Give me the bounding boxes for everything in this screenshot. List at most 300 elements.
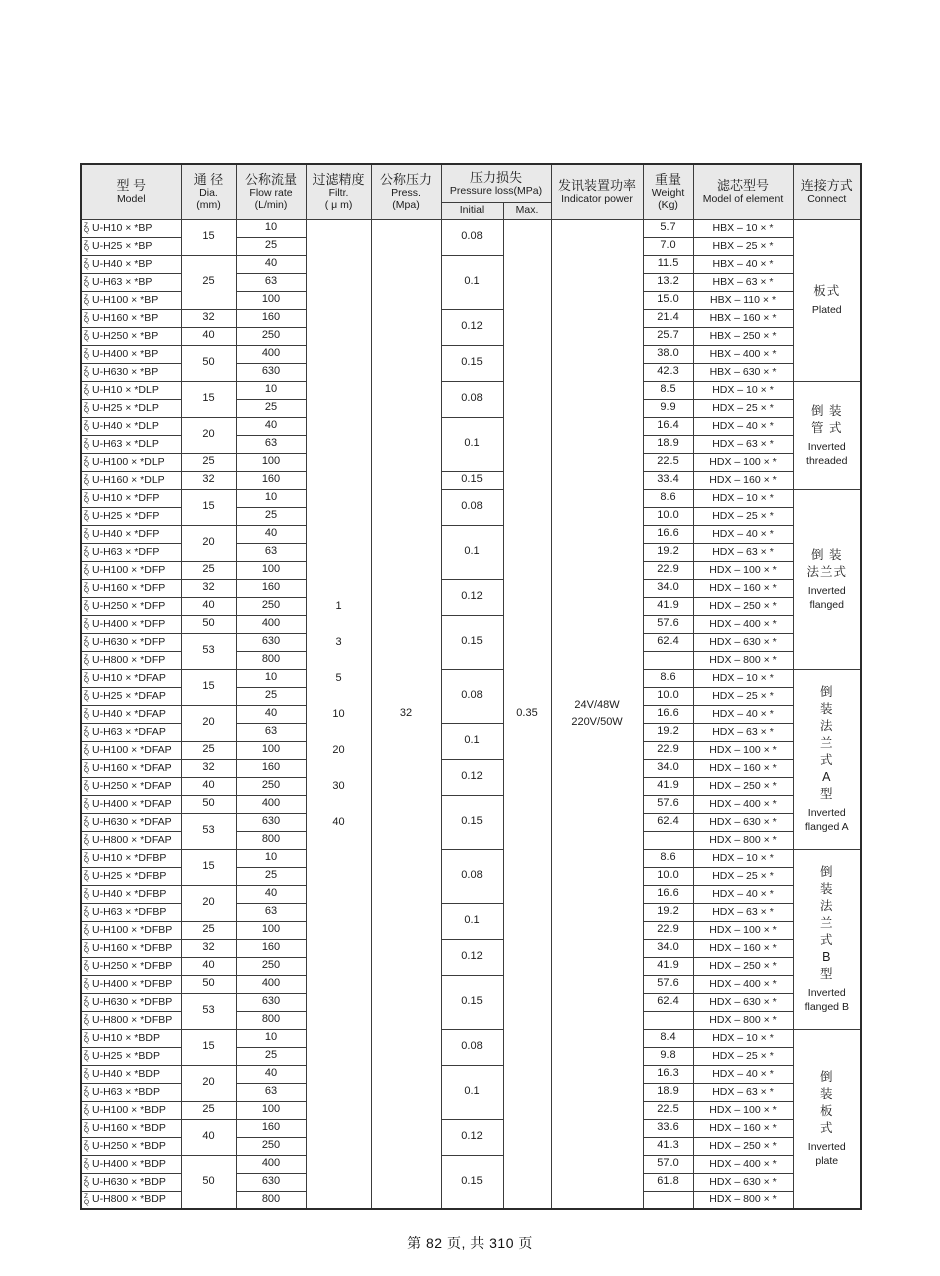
weight-cell: 34.0 [643, 759, 693, 777]
model-prefix: Z Q [84, 293, 90, 306]
flow-cell: 25 [236, 867, 306, 885]
flow-cell: 250 [236, 597, 306, 615]
spec-table-container [80, 163, 862, 1210]
model-cell: Z Q U-H10 × *DFP [81, 489, 181, 507]
element-model-cell: HDX – 100 × * [693, 921, 793, 939]
element-model-cell: HDX – 630 × * [693, 633, 793, 651]
weight-cell: 22.5 [643, 453, 693, 471]
initial-loss-cell: 0.12 [441, 1119, 503, 1155]
model-prefix: Z Q [84, 617, 90, 630]
dia-cell: 15 [181, 669, 236, 705]
weight-cell: 57.6 [643, 615, 693, 633]
flow-cell: 100 [236, 921, 306, 939]
model-cell: Z Q U-H160 × *BDP [81, 1119, 181, 1137]
initial-loss-cell: 0.08 [441, 489, 503, 525]
col-header-indicator-power: 发讯装置功率 Indicator power [551, 164, 643, 219]
model-prefix: Z Q [84, 221, 90, 234]
weight-cell: 8.4 [643, 1029, 693, 1047]
model-prefix: Z Q [84, 383, 90, 396]
dia-cell: 15 [181, 381, 236, 417]
col-header-flow-rate: 公称流量 Flow rate (L/min) [236, 164, 306, 219]
flow-cell: 800 [236, 651, 306, 669]
col-header-loss-max: Max. [503, 202, 551, 219]
nominal-pressure-cell: 32 [371, 219, 441, 1209]
element-model-cell: HDX – 10 × * [693, 1029, 793, 1047]
model-prefix: Z Q [84, 851, 90, 864]
weight-cell: 41.3 [643, 1137, 693, 1155]
element-model-cell: HDX – 100 × * [693, 561, 793, 579]
weight-cell [643, 1191, 693, 1209]
flow-cell: 100 [236, 561, 306, 579]
element-model-cell: HDX – 63 × * [693, 1083, 793, 1101]
weight-cell: 16.4 [643, 417, 693, 435]
model-prefix: Z Q [84, 329, 90, 342]
model-cell: Z Q U-H630 × *DFP [81, 633, 181, 651]
initial-loss-cell: 0.15 [441, 1155, 503, 1209]
model-prefix: Z Q [84, 1139, 90, 1152]
flow-cell: 63 [236, 1083, 306, 1101]
model-cell: Z Q U-H40 × *BP [81, 255, 181, 273]
weight-cell: 8.5 [643, 381, 693, 399]
weight-cell: 33.6 [643, 1119, 693, 1137]
weight-cell: 34.0 [643, 579, 693, 597]
element-model-cell: HBX – 40 × * [693, 255, 793, 273]
element-model-cell: HDX – 160 × * [693, 579, 793, 597]
flow-cell: 40 [236, 885, 306, 903]
model-prefix: Z Q [84, 923, 90, 936]
element-model-cell: HDX – 250 × * [693, 597, 793, 615]
model-prefix: Z Q [84, 1067, 90, 1080]
flow-cell: 160 [236, 939, 306, 957]
flow-cell: 40 [236, 705, 306, 723]
page-number: 第 82 页, 共 310 页 [407, 1235, 533, 1251]
model-prefix: Z Q [84, 509, 90, 522]
model-cell: Z Q U-H800 × *DFAP [81, 831, 181, 849]
element-model-cell: HDX – 160 × * [693, 759, 793, 777]
weight-cell: 10.0 [643, 507, 693, 525]
flow-cell: 10 [236, 219, 306, 237]
weight-cell [643, 1011, 693, 1029]
model-cell: Z Q U-H630 × *DFBP [81, 993, 181, 1011]
initial-loss-cell: 0.1 [441, 1065, 503, 1119]
weight-cell: 7.0 [643, 237, 693, 255]
dia-cell: 40 [181, 1119, 236, 1155]
dia-cell: 32 [181, 759, 236, 777]
element-model-cell: HDX – 800 × * [693, 1011, 793, 1029]
weight-cell: 19.2 [643, 723, 693, 741]
element-model-cell: HDX – 40 × * [693, 1065, 793, 1083]
flow-cell: 160 [236, 579, 306, 597]
max-loss-cell: 0.35 [503, 219, 551, 1209]
flow-cell: 800 [236, 1191, 306, 1209]
element-model-cell: HDX – 400 × * [693, 1155, 793, 1173]
dia-cell: 15 [181, 489, 236, 525]
initial-loss-cell: 0.08 [441, 381, 503, 417]
element-model-cell: HDX – 160 × * [693, 1119, 793, 1137]
weight-cell: 16.6 [643, 705, 693, 723]
flow-cell: 800 [236, 1011, 306, 1029]
model-prefix: Z Q [84, 473, 90, 486]
model-prefix: Z Q [84, 887, 90, 900]
model-prefix: Z Q [84, 905, 90, 918]
dia-cell: 40 [181, 957, 236, 975]
model-cell: Z Q U-H800 × *DFP [81, 651, 181, 669]
model-cell: Z Q U-H400 × *BP [81, 345, 181, 363]
flow-cell: 63 [236, 723, 306, 741]
flow-cell: 250 [236, 1137, 306, 1155]
dia-cell: 50 [181, 795, 236, 813]
flow-cell: 160 [236, 759, 306, 777]
model-prefix: Z Q [84, 833, 90, 846]
element-model-cell: HDX – 100 × * [693, 1101, 793, 1119]
weight-cell: 38.0 [643, 345, 693, 363]
dia-cell: 25 [181, 1101, 236, 1119]
dia-cell: 15 [181, 219, 236, 255]
dia-cell: 20 [181, 525, 236, 561]
initial-loss-cell: 0.15 [441, 615, 503, 669]
model-prefix: Z Q [84, 1193, 90, 1206]
element-model-cell: HDX – 40 × * [693, 885, 793, 903]
weight-cell: 19.2 [643, 903, 693, 921]
initial-loss-cell: 0.12 [441, 309, 503, 345]
initial-loss-cell: 0.1 [441, 903, 503, 939]
dia-cell: 25 [181, 921, 236, 939]
model-cell: Z Q U-H630 × *BP [81, 363, 181, 381]
model-cell: Z Q U-H25 × *DFP [81, 507, 181, 525]
flow-cell: 10 [236, 669, 306, 687]
model-cell: Z Q U-H400 × *BDP [81, 1155, 181, 1173]
element-model-cell: HDX – 10 × * [693, 669, 793, 687]
model-prefix: Z Q [84, 419, 90, 432]
element-model-cell: HDX – 10 × * [693, 381, 793, 399]
model-prefix: Z Q [84, 275, 90, 288]
dia-cell: 32 [181, 309, 236, 327]
weight-cell: 19.2 [643, 543, 693, 561]
model-prefix: Z Q [84, 311, 90, 324]
flow-cell: 160 [236, 1119, 306, 1137]
model-prefix: Z Q [84, 527, 90, 540]
model-prefix: Z Q [84, 491, 90, 504]
model-prefix: Z Q [84, 581, 90, 594]
element-model-cell: HBX – 25 × * [693, 237, 793, 255]
col-header-filtration: 过滤精度 Filtr. ( μ m) [306, 164, 371, 219]
element-model-cell: HDX – 160 × * [693, 471, 793, 489]
weight-cell: 62.4 [643, 813, 693, 831]
weight-cell: 18.9 [643, 1083, 693, 1101]
dia-cell: 50 [181, 1155, 236, 1209]
model-cell: Z Q U-H160 × *BP [81, 309, 181, 327]
dia-cell: 50 [181, 975, 236, 993]
model-prefix: Z Q [84, 959, 90, 972]
element-model-cell: HBX – 630 × * [693, 363, 793, 381]
flow-cell: 10 [236, 1029, 306, 1047]
flow-cell: 25 [236, 687, 306, 705]
model-cell: Z Q U-H800 × *BDP [81, 1191, 181, 1209]
weight-cell: 15.0 [643, 291, 693, 309]
weight-cell: 57.6 [643, 975, 693, 993]
initial-loss-cell: 0.15 [441, 795, 503, 849]
col-header-loss-initial: Initial [441, 202, 503, 219]
dia-cell: 32 [181, 579, 236, 597]
weight-cell: 22.5 [643, 1101, 693, 1119]
model-cell: Z Q U-H10 × *DFBP [81, 849, 181, 867]
initial-loss-cell: 0.1 [441, 525, 503, 579]
element-model-cell: HDX – 25 × * [693, 399, 793, 417]
model-cell: Z Q U-H250 × *BDP [81, 1137, 181, 1155]
model-cell: Z Q U-H63 × *DLP [81, 435, 181, 453]
model-cell: Z Q U-H25 × *BP [81, 237, 181, 255]
col-header-model: 型 号 Model [81, 164, 181, 219]
flow-cell: 250 [236, 777, 306, 795]
model-cell: Z Q U-H40 × *DLP [81, 417, 181, 435]
connect-cell: 倒 装 板 式 Inverted plate [793, 1029, 861, 1209]
connect-cell: 板式 Plated [793, 219, 861, 381]
model-prefix: Z Q [84, 347, 90, 360]
col-header-element-model: 滤芯型号 Model of element [693, 164, 793, 219]
model-prefix: Z Q [84, 1049, 90, 1062]
flow-cell: 630 [236, 363, 306, 381]
weight-cell: 57.6 [643, 795, 693, 813]
weight-cell: 62.4 [643, 993, 693, 1011]
model-cell: Z Q U-H400 × *DFAP [81, 795, 181, 813]
model-cell: Z Q U-H40 × *BDP [81, 1065, 181, 1083]
dia-cell: 25 [181, 255, 236, 309]
initial-loss-cell: 0.08 [441, 219, 503, 255]
weight-cell: 13.2 [643, 273, 693, 291]
col-header-weight: 重量 Weight (Kg) [643, 164, 693, 219]
weight-cell: 10.0 [643, 867, 693, 885]
weight-cell: 22.9 [643, 741, 693, 759]
model-prefix: Z Q [84, 545, 90, 558]
element-model-cell: HDX – 630 × * [693, 1173, 793, 1191]
element-model-cell: HDX – 10 × * [693, 849, 793, 867]
element-model-cell: HDX – 63 × * [693, 903, 793, 921]
model-prefix: Z Q [84, 1031, 90, 1044]
dia-cell: 50 [181, 615, 236, 633]
weight-cell: 22.9 [643, 921, 693, 939]
weight-cell: 9.8 [643, 1047, 693, 1065]
weight-cell: 41.9 [643, 597, 693, 615]
spec-table [80, 163, 862, 1210]
element-model-cell: HDX – 250 × * [693, 777, 793, 795]
dia-cell: 25 [181, 561, 236, 579]
flow-cell: 40 [236, 525, 306, 543]
weight-cell: 61.8 [643, 1173, 693, 1191]
weight-cell: 8.6 [643, 669, 693, 687]
model-prefix: Z Q [84, 455, 90, 468]
model-cell: Z Q U-H250 × *DFBP [81, 957, 181, 975]
connect-cell: 倒 装 法兰式 Inverted flanged [793, 489, 861, 669]
flow-cell: 63 [236, 435, 306, 453]
model-prefix: Z Q [84, 995, 90, 1008]
element-model-cell: HDX – 25 × * [693, 1047, 793, 1065]
element-model-cell: HDX – 25 × * [693, 867, 793, 885]
weight-cell [643, 831, 693, 849]
model-prefix: Z Q [84, 365, 90, 378]
model-cell: Z Q U-H63 × *BP [81, 273, 181, 291]
flow-cell: 40 [236, 255, 306, 273]
dia-cell: 20 [181, 1065, 236, 1101]
dia-cell: 25 [181, 453, 236, 471]
model-cell: Z Q U-H63 × *DFAP [81, 723, 181, 741]
weight-cell: 25.7 [643, 327, 693, 345]
element-model-cell: HBX – 160 × * [693, 309, 793, 327]
element-model-cell: HBX – 110 × * [693, 291, 793, 309]
initial-loss-cell: 0.12 [441, 759, 503, 795]
dia-cell: 50 [181, 345, 236, 381]
model-prefix: Z Q [84, 239, 90, 252]
dia-cell: 15 [181, 849, 236, 885]
element-model-cell: HBX – 63 × * [693, 273, 793, 291]
model-cell: Z Q U-H100 × *BDP [81, 1101, 181, 1119]
model-cell: Z Q U-H160 × *DFAP [81, 759, 181, 777]
model-prefix: Z Q [84, 1085, 90, 1098]
model-cell: Z Q U-H100 × *DFP [81, 561, 181, 579]
element-model-cell: HDX – 800 × * [693, 831, 793, 849]
flow-cell: 63 [236, 543, 306, 561]
weight-cell: 18.9 [643, 435, 693, 453]
element-model-cell: HDX – 40 × * [693, 525, 793, 543]
flow-cell: 400 [236, 345, 306, 363]
dia-cell: 53 [181, 993, 236, 1029]
element-model-cell: HDX – 630 × * [693, 993, 793, 1011]
model-cell: Z Q U-H160 × *DFP [81, 579, 181, 597]
flow-cell: 10 [236, 489, 306, 507]
element-model-cell: HDX – 400 × * [693, 975, 793, 993]
initial-loss-cell: 0.15 [441, 975, 503, 1029]
weight-cell: 41.9 [643, 777, 693, 795]
model-prefix: Z Q [84, 635, 90, 648]
flow-cell: 630 [236, 993, 306, 1011]
element-model-cell: HDX – 10 × * [693, 489, 793, 507]
dia-cell: 40 [181, 597, 236, 615]
element-model-cell: HDX – 40 × * [693, 705, 793, 723]
indicator-power-cell: 24V/48W 220V/50W [551, 219, 643, 1209]
flow-cell: 160 [236, 309, 306, 327]
model-prefix: Z Q [84, 941, 90, 954]
weight-cell: 8.6 [643, 489, 693, 507]
flow-cell: 40 [236, 1065, 306, 1083]
model-cell: Z Q U-H100 × *DFBP [81, 921, 181, 939]
dia-cell: 40 [181, 777, 236, 795]
flow-cell: 800 [236, 831, 306, 849]
model-prefix: Z Q [84, 671, 90, 684]
weight-cell: 57.0 [643, 1155, 693, 1173]
flow-cell: 630 [236, 1173, 306, 1191]
dia-cell: 20 [181, 417, 236, 453]
model-cell: Z Q U-H400 × *DFBP [81, 975, 181, 993]
flow-cell: 25 [236, 237, 306, 255]
element-model-cell: HDX – 40 × * [693, 417, 793, 435]
initial-loss-cell: 0.12 [441, 579, 503, 615]
model-cell: Z Q U-H25 × *DLP [81, 399, 181, 417]
element-model-cell: HBX – 400 × * [693, 345, 793, 363]
model-prefix: Z Q [84, 599, 90, 612]
model-cell: Z Q U-H630 × *DFAP [81, 813, 181, 831]
model-cell: Z Q U-H40 × *DFP [81, 525, 181, 543]
flow-cell: 25 [236, 1047, 306, 1065]
dia-cell: 32 [181, 471, 236, 489]
model-cell: Z Q U-H63 × *DFBP [81, 903, 181, 921]
flow-cell: 630 [236, 633, 306, 651]
element-model-cell: HDX – 63 × * [693, 543, 793, 561]
model-cell: Z Q U-H630 × *BDP [81, 1173, 181, 1191]
col-header-nominal-pressure: 公称压力 Press. (Mpa) [371, 164, 441, 219]
weight-cell: 34.0 [643, 939, 693, 957]
model-prefix: Z Q [84, 869, 90, 882]
dia-cell: 25 [181, 741, 236, 759]
model-cell: Z Q U-H25 × *DFBP [81, 867, 181, 885]
model-cell: Z Q U-H25 × *BDP [81, 1047, 181, 1065]
model-prefix: Z Q [84, 707, 90, 720]
weight-cell: 42.3 [643, 363, 693, 381]
initial-loss-cell: 0.15 [441, 471, 503, 489]
weight-cell: 11.5 [643, 255, 693, 273]
flow-cell: 250 [236, 957, 306, 975]
element-model-cell: HDX – 800 × * [693, 1191, 793, 1209]
element-model-cell: HDX – 25 × * [693, 507, 793, 525]
flow-cell: 40 [236, 417, 306, 435]
model-prefix: Z Q [84, 1013, 90, 1026]
model-cell: Z Q U-H250 × *BP [81, 327, 181, 345]
model-cell: Z Q U-H160 × *DLP [81, 471, 181, 489]
weight-cell: 62.4 [643, 633, 693, 651]
element-model-cell: HDX – 100 × * [693, 453, 793, 471]
element-model-cell: HDX – 160 × * [693, 939, 793, 957]
connect-cell: 倒 装 管 式 Inverted threaded [793, 381, 861, 489]
model-prefix: Z Q [84, 689, 90, 702]
element-model-cell: HDX – 400 × * [693, 795, 793, 813]
initial-loss-cell: 0.15 [441, 345, 503, 381]
weight-cell [643, 651, 693, 669]
col-header-pressure-loss: 压力损失 Pressure loss(MPa) [441, 164, 551, 202]
flow-cell: 400 [236, 975, 306, 993]
model-cell: Z Q U-H100 × *DLP [81, 453, 181, 471]
model-cell: Z Q U-H160 × *DFBP [81, 939, 181, 957]
dia-cell: 32 [181, 939, 236, 957]
flow-cell: 400 [236, 615, 306, 633]
model-prefix: Z Q [84, 797, 90, 810]
model-cell: Z Q U-H100 × *DFAP [81, 741, 181, 759]
element-model-cell: HDX – 63 × * [693, 723, 793, 741]
element-model-cell: HDX – 250 × * [693, 957, 793, 975]
col-header-connect: 连接方式 Connect [793, 164, 861, 219]
model-cell: Z Q U-H63 × *DFP [81, 543, 181, 561]
weight-cell: 21.4 [643, 309, 693, 327]
element-model-cell: HDX – 250 × * [693, 1137, 793, 1155]
element-model-cell: HDX – 25 × * [693, 687, 793, 705]
element-model-cell: HDX – 400 × * [693, 615, 793, 633]
initial-loss-cell: 0.12 [441, 939, 503, 975]
model-prefix: Z Q [84, 653, 90, 666]
model-prefix: Z Q [84, 401, 90, 414]
model-prefix: Z Q [84, 761, 90, 774]
weight-cell: 16.6 [643, 525, 693, 543]
model-cell: Z Q U-H10 × *BP [81, 219, 181, 237]
model-prefix: Z Q [84, 815, 90, 828]
flow-cell: 100 [236, 453, 306, 471]
model-cell: Z Q U-H250 × *DFAP [81, 777, 181, 795]
element-model-cell: HBX – 250 × * [693, 327, 793, 345]
model-prefix: Z Q [84, 977, 90, 990]
model-cell: Z Q U-H250 × *DFP [81, 597, 181, 615]
initial-loss-cell: 0.08 [441, 669, 503, 723]
model-cell: Z Q U-H63 × *BDP [81, 1083, 181, 1101]
weight-cell: 41.9 [643, 957, 693, 975]
weight-cell: 22.9 [643, 561, 693, 579]
dia-cell: 20 [181, 705, 236, 741]
flow-cell: 25 [236, 399, 306, 417]
